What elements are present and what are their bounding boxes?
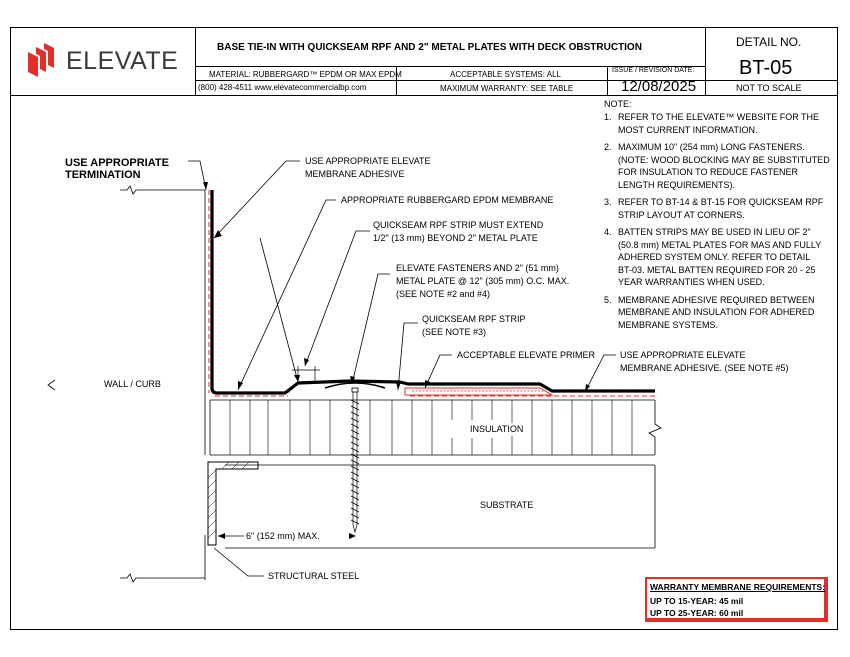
substrate-label: SUBSTRATE <box>480 500 534 510</box>
note-1-line: REFER TO THE ELEVATE™ WEBSITE FOR THE <box>618 112 820 122</box>
adhesive-top-label-2: MEMBRANE ADHESIVE <box>305 169 405 179</box>
note-4-number: 4. <box>604 227 612 237</box>
note-5-number: 5. <box>604 294 612 305</box>
note-4-line: ADHERED SYSTEM ONLY. REFER TO DETAIL <box>618 252 811 262</box>
note-2-line: (NOTE: WOOD BLOCKING MAY BE SUBSTITUTED <box>618 154 830 165</box>
note-5-line: MEMBRANE AND INSULATION FOR ADHERED <box>618 307 815 317</box>
insulation-label: INSULATION <box>470 424 524 434</box>
note-2-line: LENGTH REQUIREMENTS). <box>618 179 736 190</box>
rpf-extend-label-1: QUICKSEAM RPF STRIP MUST EXTEND <box>373 220 544 230</box>
rpf-strip-label-2: (SEE NOTE #3) <box>422 327 487 337</box>
warranty-row-25: UP TO 25-YEAR: 60 mil <box>650 608 744 618</box>
brand-name: ELEVATE <box>66 47 179 75</box>
note-4-line: YEAR WARRANTIES WHEN USED. <box>618 277 765 287</box>
termination-label-1: USE APPROPRIATE <box>65 157 169 169</box>
note-4-line: BATTEN STRIPS MAY BE USED IN LIEU OF 2" <box>618 227 811 237</box>
primer-label: ACCEPTABLE ELEVATE PRIMER <box>457 350 596 360</box>
adhesive-right-label-2: MEMBRANE ADHESIVE. (SEE NOTE #5) <box>620 363 789 373</box>
note-3-line: STRIP LAYOUT AT CORNERS. <box>618 209 745 220</box>
epdm-membrane-label: APPROPRIATE RUBBERGARD EPDM MEMBRANE <box>341 195 554 205</box>
fasteners-label-3: (SEE NOTE #2 and #4) <box>396 289 491 299</box>
fasteners-label-2: METAL PLATE @ 12" (305 mm) O.C. MAX. <box>396 276 570 286</box>
notes-heading: NOTE: <box>604 99 632 109</box>
detail-label: DETAIL NO. <box>736 35 802 49</box>
issue-date: 12/08/2025 <box>621 78 697 95</box>
note-1-number: 1. <box>604 112 612 122</box>
phone-website: (800) 428-4511 www.elevatecommercialbp.com <box>198 83 367 92</box>
acceptable-systems: ACCEPTABLE SYSTEMS: ALL <box>450 70 562 79</box>
material-text: MATERIAL: RUBBERGARD™ EPDM OR MAX EPDM <box>209 70 402 79</box>
note-3-number: 3. <box>604 197 612 207</box>
adhesive-top-label-1: USE APPROPRIATE ELEVATE <box>305 156 431 166</box>
note-1-line: MOST CURRENT INFORMATION. <box>618 124 758 135</box>
note-2-number: 2. <box>604 142 612 152</box>
scale-text: NOT TO SCALE <box>736 83 802 93</box>
warranty-heading: WARRANTY MEMBRANE REQUIREMENTS: <box>650 582 826 592</box>
note-5-line: MEMBRANE SYSTEMS. <box>618 319 719 330</box>
dimension-label: 6" (152 mm) MAX. <box>246 531 320 541</box>
detail-title: BASE TIE-IN WITH QUICKSEAM RPF AND 2" METAL PLATES WITH DECK OBSTRUCTION <box>217 42 642 53</box>
rpf-strip-label-1: QUICKSEAM RPF STRIP <box>422 314 526 324</box>
notes-panel <box>604 98 836 111</box>
note-2-line: FOR INSULATION TO REDUCE FASTENER <box>618 167 799 177</box>
note-4-line: (50.8 mm) METAL PLATES FOR MAS AND FULLY <box>618 239 822 250</box>
fasteners-label-1: ELEVATE FASTENERS AND 2" (51 mm) <box>396 263 559 273</box>
termination-label-2: TERMINATION <box>65 169 141 181</box>
structural-steel-label: STRUCTURAL STEEL <box>268 571 360 581</box>
max-warranty: MAXIMUM WARRANTY: SEE TABLE <box>440 84 574 93</box>
issue-label: ISSUE / REVISION DATE: <box>612 67 695 74</box>
note-5-line: MEMBRANE ADHESIVE REQUIRED BETWEEN <box>618 294 815 305</box>
note-4-line: BT-03. METAL BATTEN REQUIRED FOR 20 - 25 <box>618 264 816 275</box>
adhesive-right-label-1: USE APPROPRIATE ELEVATE <box>620 350 746 360</box>
warranty-row-15: UP TO 15-YEAR: 45 mil <box>650 596 744 606</box>
note-3-line: REFER TO BT-14 & BT-15 FOR QUICKSEAM RPF <box>618 197 824 207</box>
wall-curb-label: WALL / CURB <box>104 379 161 389</box>
detail-number: BT-05 <box>739 57 793 79</box>
rpf-extend-label-2: 1/2" (13 mm) BEYOND 2" METAL PLATE <box>373 233 538 243</box>
warranty-box <box>645 577 828 622</box>
note-2-line: MAXIMUM 10" (254 mm) LONG FASTENERS. <box>618 142 805 152</box>
